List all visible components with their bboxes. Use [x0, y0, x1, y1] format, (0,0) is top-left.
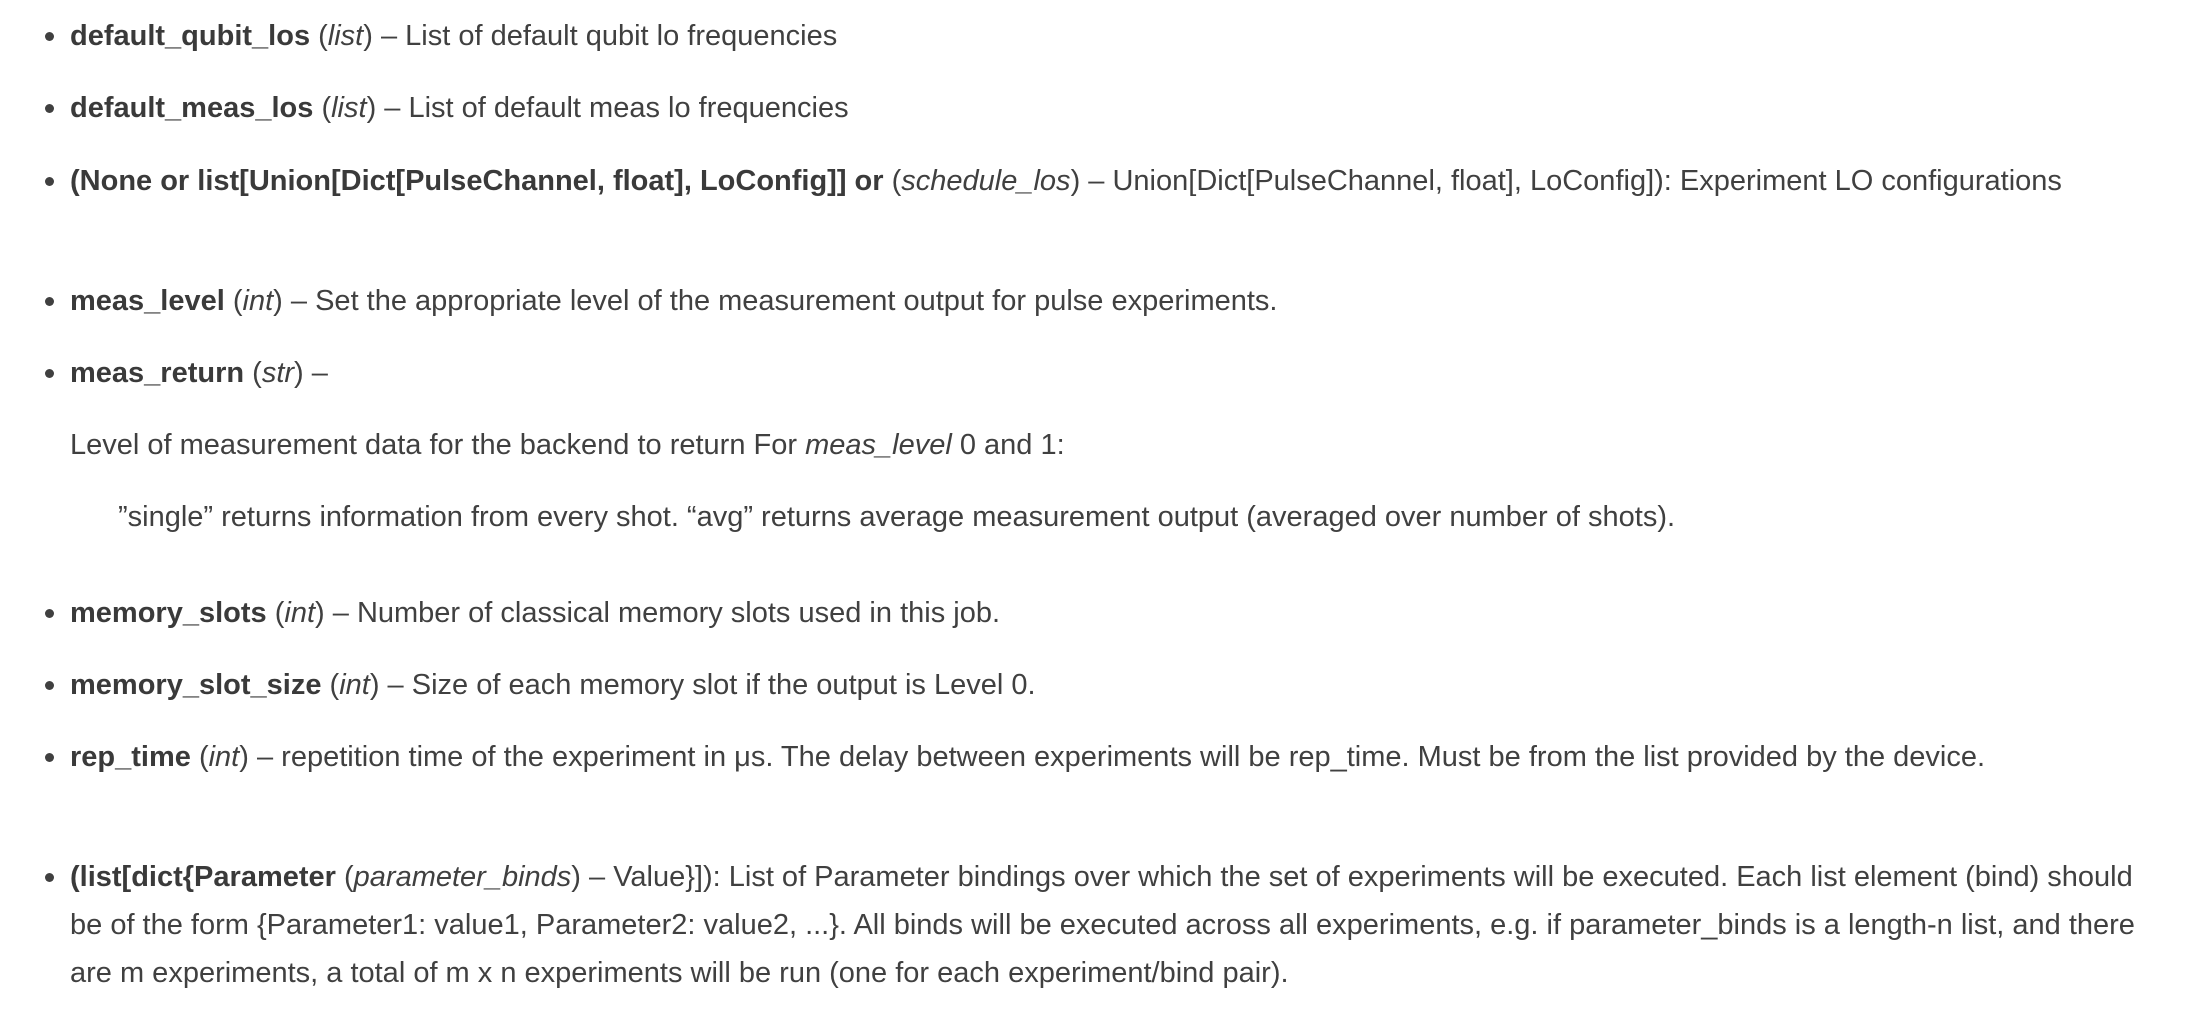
param-name: (list[dict{Parameter: [70, 861, 336, 893]
param-desc: Union[Dict[PulseChannel, float], LoConfig]): Experiment LO configurations: [1112, 165, 2062, 197]
detail-emphasis: meas_level: [805, 429, 952, 461]
param-sep: –: [1080, 165, 1113, 197]
param-type: str: [261, 357, 295, 389]
param-meas-level: meas_level (int) – Set the appropriate level of the measurement output for pulse experiments.: [70, 277, 2160, 325]
param-name: memory_slot_size: [70, 669, 322, 701]
param-schedule-los: (None or list[Union[Dict[PulseChannel, float], LoConfig]] or (schedule_los) – Union[Dict[PulseChannel, float], LoConfig]): Experiment LO configurations: [70, 157, 2160, 205]
param-type: schedule_los: [901, 165, 1071, 197]
param-sep: –: [379, 669, 412, 701]
param-rep-time: rep_time (int) – repetition time of the experiment in μs. The delay between experiments will be rep_time. Must be from the list provided by the device.: [70, 733, 2160, 781]
param-type: int: [242, 285, 274, 317]
param-type: int: [208, 741, 240, 773]
param-parameter-binds: (list[dict{Parameter (parameter_binds) – Value}]): List of Parameter bindings over which the set of experiments will be executed. Each list element (bind) should be of the form {Parameter1: value1, Parameter2: value2, ...}. All binds will be executed across all experiments, e.g. if parameter_binds is a length-n list, and there are m experiments, a total of m x n experiments will be run (one for each experiment/bind pair).: [70, 853, 2160, 997]
param-meas-return: meas_return (str) –: [70, 349, 2160, 397]
param-type: list: [331, 92, 367, 124]
param-name: default_qubit_los: [70, 20, 311, 52]
param-sep: –: [324, 597, 357, 629]
param-sep: –: [282, 285, 316, 317]
param-desc: repetition time of the experiment in μs. The delay between experiments will be rep_time. Must be from the list provided by the device.: [281, 741, 1986, 773]
param-sep: –: [372, 20, 406, 52]
param-type: int: [339, 669, 370, 701]
param-name: meas_level: [70, 285, 225, 317]
param-desc: List of default qubit lo frequencies: [405, 20, 838, 52]
detail-text: Level of measurement data for the backend to return For: [70, 429, 806, 461]
detail-text-end: 0 and 1:: [951, 429, 1065, 461]
meas-return-detail: [70, 421, 2160, 469]
meas-return-quote: ”single” returns information from every shot. “avg” returns average measurement output (averaged over number of shots).: [118, 501, 1676, 533]
param-sep: –: [248, 741, 282, 773]
param-memory-slot-size: memory_slot_size (int) – Size of each memory slot if the output is Level 0.: [70, 661, 2160, 709]
param-default-meas-los: default_meas_los (list) – List of default meas lo frequencies: [70, 84, 2160, 132]
param-type: list: [327, 20, 364, 52]
param-sep: –: [303, 357, 328, 389]
param-desc: List of default meas lo frequencies: [408, 92, 849, 124]
param-name: (None or list[Union[Dict[PulseChannel, float], LoConfig]] or: [70, 165, 884, 197]
param-default-qubit-los: default_qubit_los (list) – List of default qubit lo frequencies: [70, 12, 2160, 60]
param-name: default_meas_los: [70, 92, 314, 124]
param-type: parameter_binds: [353, 861, 572, 893]
param-desc: Size of each memory slot if the output is Level 0.: [411, 669, 1036, 701]
param-name: memory_slots: [70, 597, 267, 629]
param-sep: –: [376, 92, 409, 124]
param-type: int: [284, 597, 316, 629]
param-desc: Value}]): List of Parameter bindings over which the set of experiments will be executed. Each list element (bind) should be of the form {Parameter1: value1, Parameter2: value2, ...}. All binds will be executed across all experiments, e.g. if parameter_binds is a length-n list, and there are m experiments, a total of m x n experiments will be run (one for each experiment/bind pair).: [70, 861, 2135, 989]
param-sep: –: [580, 861, 614, 893]
param-desc: Number of classical memory slots used in this job.: [356, 597, 1001, 629]
param-desc: Set the appropriate level of the measurement output for pulse experiments.: [315, 285, 1278, 317]
param-memory-slots: memory_slots (int) – Number of classical memory slots used in this job.: [70, 589, 2160, 637]
param-name: rep_time: [70, 741, 191, 773]
param-name: meas_return: [70, 357, 245, 389]
